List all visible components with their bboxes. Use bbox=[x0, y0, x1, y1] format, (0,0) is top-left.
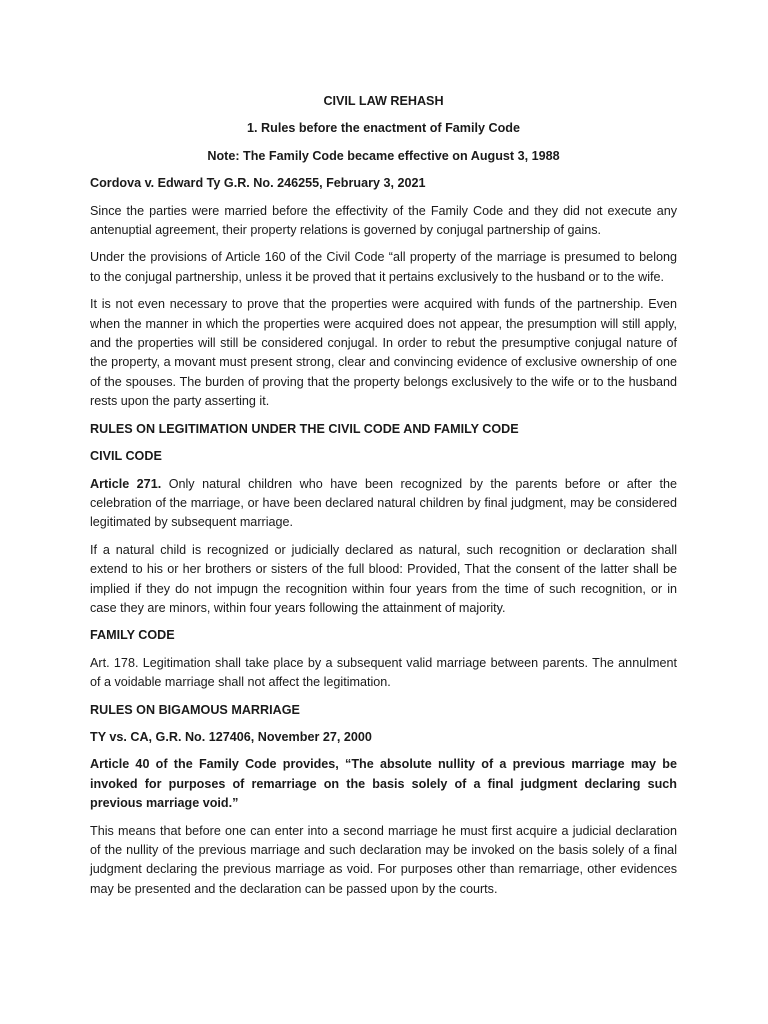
paragraph-conjugal-partnership: Since the parties were married before the effectivity of the Family Code and they did not execute any antenuptial agreement, their property relations is governed by conjugal partnership of gains. bbox=[90, 203, 677, 238]
paragraph-article-160: Under the provisions of Article 160 of the Civil Code “all property of the marriage is presumed to belong to the conjugal partnership, unless it be proved that it pertains exclusively to the husband or to the wife. bbox=[90, 250, 677, 284]
article-271-text: Only natural children who have been recognized by the parents before or after the celebration of the marriage, or have been declared natural children by final judgment, may be considered legitimated by subsequent marriage. bbox=[90, 476, 677, 530]
section-heading-legitimation: RULES ON LEGITIMATION UNDER THE CIVIL CODE AND FAMILY CODE bbox=[90, 421, 519, 436]
paragraph-natural-child: If a natural child is recognized or judicially declared as natural, such recognition or declaration shall extend to his or her brothers or sisters of the full blood: Provided, That the consent of the latter shall be implied if they do not impugn the recognition within four years from the time of such recognition, or in case they are minors, within four years following the attainment of majority. bbox=[90, 542, 677, 615]
section-heading-family-code: FAMILY CODE bbox=[90, 628, 175, 643]
case-heading-cordova: Cordova v. Edward Ty G.R. No. 246255, February 3, 2021 bbox=[90, 176, 426, 191]
paragraph-article-271 bbox=[90, 475, 677, 533]
article-271-label: Article 271. bbox=[90, 476, 162, 491]
section-heading-bigamous-marriage: RULES ON BIGAMOUS MARRIAGE bbox=[90, 702, 300, 717]
case-heading-ty-vs-ca: TY vs. CA, G.R. No. 127406, November 27, 2000 bbox=[90, 729, 372, 744]
paragraph-article-178: Art. 178. Legitimation shall take place by a subsequent valid marriage between parents. The annulment of a voidable marriage shall not affect the legitimation. bbox=[90, 655, 677, 690]
paragraph-judicial-declaration: This means that before one can enter into a second marriage he must first acquire a judicial declaration of the nullity of the previous marriage and such declaration may be invoked on the basis solely of a final judgment declaring the previous marriage as void. For purposes other than remarriage, other evidences may be presented and the declaration can be passed upon by the courts. bbox=[90, 823, 677, 896]
paragraph-article-40: Article 40 of the Family Code provides, “The absolute nullity of a previous marriage may be invoked for purposes of remarriage on the basis solely of a final judgment declaring such previous marriage void.” bbox=[90, 757, 677, 811]
document-title: CIVIL LAW REHASH bbox=[323, 94, 444, 108]
document-subtitle: 1. Rules before the enactment of Family Code bbox=[247, 121, 520, 136]
paragraph-presumption: It is not even necessary to prove that the properties were acquired with funds of the partnership. Even when the manner in which the properties were acquired does not appear, the presumption will still apply, and the properties will still be considered conjugal. In order to rebut the presumptive conjugal nature of the property, a movant must present strong, clear and convincing evidence of exclusive ownership of one of the spouses. The burden of proving that the property belongs exclusively to the wife or to the husband rests upon the party asserting it. bbox=[90, 297, 677, 409]
effectivity-note: Note: The Family Code became effective on August 3, 1988 bbox=[207, 148, 560, 163]
document-page bbox=[90, 92, 677, 907]
section-heading-civil-code: CIVIL CODE bbox=[90, 449, 162, 464]
